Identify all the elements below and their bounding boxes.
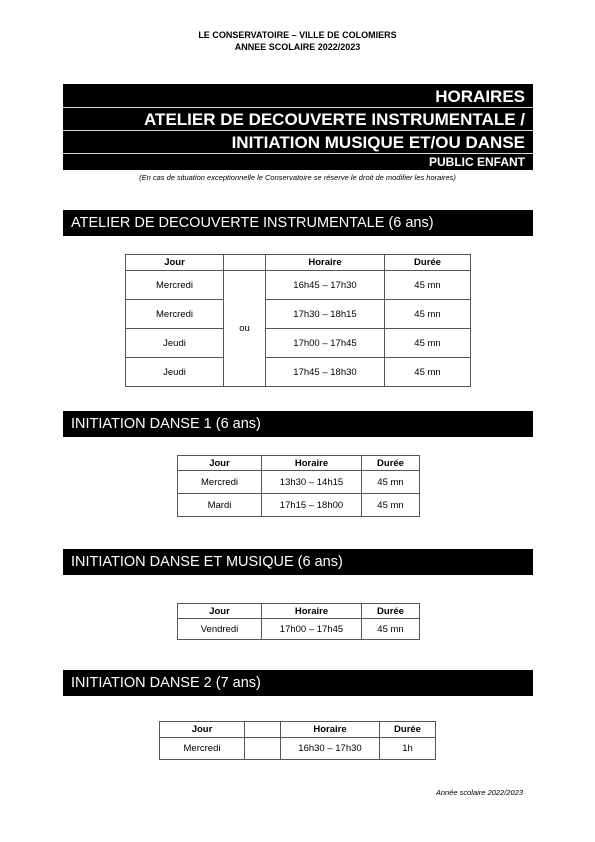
cell-horaire: 13h30 – 14h15 [262, 471, 362, 494]
section-title-danse-musique [63, 549, 533, 575]
cell-jour: Vendredi [178, 619, 262, 640]
cell-duree: 45 mn [385, 271, 471, 300]
cell-horaire: 17h45 – 18h30 [266, 358, 385, 387]
cell-connector: ou [224, 271, 266, 387]
column-header-jour: Jour [160, 722, 245, 738]
cell-horaire: 17h15 – 18h00 [262, 494, 362, 517]
cell-horaire: 17h00 – 17h45 [266, 329, 385, 358]
section-title-text: ATELIER DE DECOUVERTE INSTRUMENTALE (6 ans) [71, 215, 434, 231]
cell-jour: Jeudi [126, 329, 224, 358]
cell-duree: 45 mn [362, 619, 420, 640]
schedule-table-danse-musique [177, 603, 420, 640]
cell-duree: 45 mn [385, 329, 471, 358]
banner-subtitle-1: ATELIER DE DECOUVERTE INSTRUMENTALE / [144, 110, 525, 129]
cell-jour: Mercredi [126, 271, 224, 300]
schedule-table-atelier [125, 254, 471, 387]
column-header-duree: Durée [380, 722, 436, 738]
column-header-jour: Jour [178, 604, 262, 619]
cell-jour: Jeudi [126, 358, 224, 387]
section-title-danse-1 [63, 411, 533, 437]
cell-horaire: 17h30 – 18h15 [266, 300, 385, 329]
column-header-duree: Durée [385, 255, 471, 271]
column-header-duree: Durée [362, 604, 420, 619]
column-header-horaire: Horaire [262, 456, 362, 471]
section-title-danse-2 [63, 670, 533, 696]
cell-horaire: 16h45 – 17h30 [266, 271, 385, 300]
column-header-jour: Jour [126, 255, 224, 271]
section-title-atelier [63, 210, 533, 236]
cell-duree: 45 mn [362, 494, 420, 517]
cell-duree: 45 mn [385, 358, 471, 387]
banner-divider [63, 130, 533, 131]
cell-duree: 45 mn [385, 300, 471, 329]
banner-divider [63, 153, 533, 154]
cell-jour: Mercredi [178, 471, 262, 494]
column-header-blank [245, 722, 281, 738]
cell-duree: 45 mn [362, 471, 420, 494]
header-line-1: LE CONSERVATOIRE – VILLE DE COLOMIERS [198, 30, 397, 40]
cell-duree: 1h [380, 738, 436, 760]
column-header-duree: Durée [362, 456, 420, 471]
header-line-2: ANNEE SCOLAIRE 2022/2023 [234, 42, 361, 52]
cell-jour: Mardi [178, 494, 262, 517]
banner-audience: PUBLIC ENFANT [429, 155, 525, 169]
column-header-horaire: Horaire [262, 604, 362, 619]
schedule-table-danse-2 [159, 721, 436, 760]
schedule-table-danse-1 [177, 455, 420, 517]
section-title-text: INITIATION DANSE ET MUSIQUE (6 ans) [71, 554, 343, 570]
disclaimer-note: (En cas de situation exceptionnelle le Conservatoire se réserve le droit de modifier les horaires) [139, 173, 456, 182]
section-title-text: INITIATION DANSE 2 (7 ans) [71, 675, 261, 691]
cell-horaire: 17h00 – 17h45 [262, 619, 362, 640]
footer-school-year: Année scolaire 2022/2023 [435, 788, 523, 797]
banner-divider [63, 107, 533, 108]
column-header-jour: Jour [178, 456, 262, 471]
cell-jour: Mercredi [160, 738, 245, 760]
column-header-horaire: Horaire [281, 722, 380, 738]
cell-jour: Mercredi [126, 300, 224, 329]
section-title-text: INITIATION DANSE 1 (6 ans) [71, 416, 261, 432]
banner-title: HORAIRES [435, 87, 525, 106]
column-header-horaire: Horaire [266, 255, 385, 271]
banner-subtitle-2: INITIATION MUSIQUE ET/OU DANSE [231, 133, 525, 152]
cell-horaire: 16h30 – 17h30 [281, 738, 380, 760]
title-banner [63, 84, 533, 170]
column-header-blank [224, 255, 266, 271]
cell-blank [245, 738, 281, 760]
